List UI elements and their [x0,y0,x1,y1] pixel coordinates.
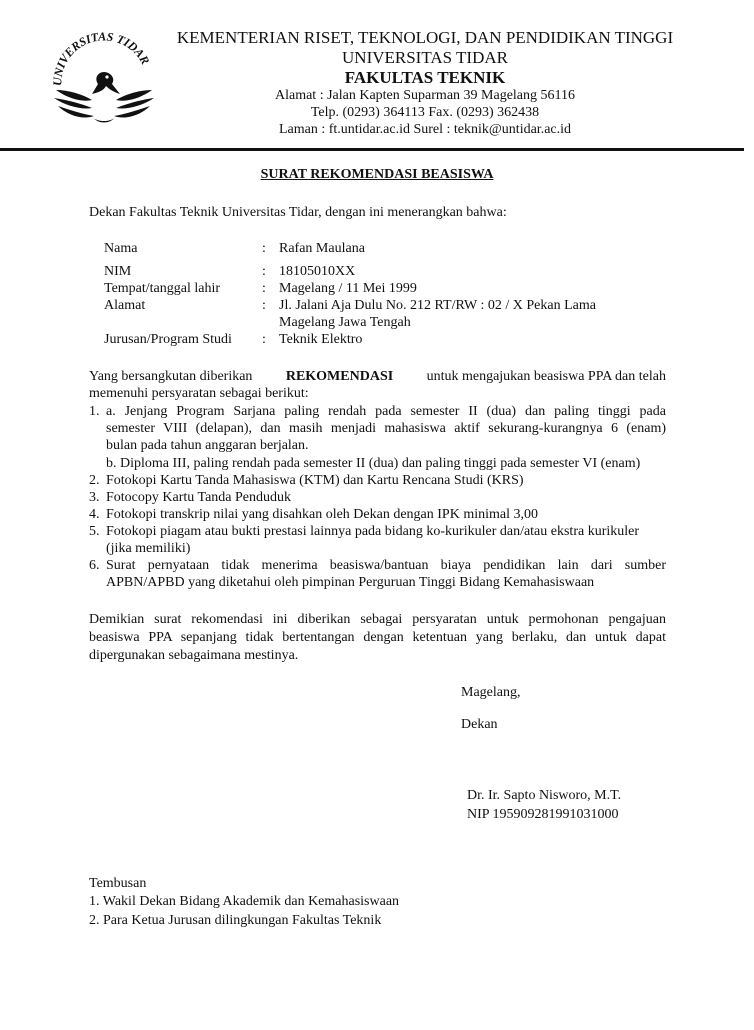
field-value-name: Rafan Maulana [279,241,365,256]
university-name: UNIVERSITAS TIDAR [342,48,508,67]
paragraph-text-b: untuk mengajukan beasiswa PPA dan telah [426,369,666,384]
closing-line: Demikian surat rekomendasi ini diberikan sebagai persyaratan untuk permohonan pengajuan [89,612,666,627]
field-colon: : [262,264,266,279]
field-value-address: Jl. Jalani Aja Dulu No. 212 RT/RW : 02 / X Pekan Lama [279,298,596,313]
list-number: 1. [89,404,100,419]
list-number: 6. [89,558,100,573]
letter-title: SURAT REKOMENDASI BEASISWA [260,167,494,182]
field-label-birth: Tempat/tanggal lahir [104,281,221,296]
list-item-text: semester VIII (delapan), dan masih menjadi mahasiswa aktif sekurang-kurangnya 6 (enam) [106,421,666,436]
list-item-text: (jika memiliki) [106,541,191,556]
logo-arc-text: UNIVERSITAS TIDAR [50,29,153,87]
faculty-phone: Telp. (0293) 364113 Fax. (0293) 362438 [310,105,540,120]
field-colon: : [262,332,266,347]
list-number: 2. [89,473,100,488]
field-label-address: Alamat [104,298,146,313]
paragraph-text-c: memenuhi persyaratan sebagai berikut: [89,386,309,401]
faculty-address: Alamat : Jalan Kapten Suparman 39 Magelang 56116 [274,88,575,103]
list-item-text: APBN/APBD yang diketahui oleh pimpinan Perguruan Tinggi Bidang Kemahasiswaan [106,575,595,590]
closing-line: dipergunakan sebagaimana mestinya. [89,648,299,663]
list-item-text: a. Jenjang Program Sarjana paling rendah pada semester II (dua) dan paling tinggi pada [106,404,666,419]
field-value-nim: 18105010XX [279,264,356,279]
list-item-text: b. Diploma III, paling rendah pada semester II (dua) dan paling tinggi pada semester VI (enam) [106,456,641,471]
list-item-text: Surat pernyataan tidak menerima beasiswa/bantuan biaya pendidikan lain dari sumber [106,558,666,573]
signature-place: Magelang, [461,685,521,700]
list-item-text: bulan pada tahun anggaran berjalan. [106,438,309,453]
faculty-name: FAKULTAS TEKNIK [344,68,506,87]
signatory-name: Dr. Ir. Sapto Nisworo, M.T. [467,788,622,803]
list-number: 3. [89,490,100,505]
letterhead-divider [0,148,744,151]
field-colon: : [262,241,266,256]
field-colon: : [262,298,266,313]
intro-text: Dekan Fakultas Teknik Universitas Tidar, dengan ini menerangkan bahwa: [89,205,507,220]
university-logo [48,28,160,132]
paragraph-text-a: Yang bersangkutan diberikan [89,369,253,384]
ministry-name: KEMENTERIAN RISET, TEKNOLOGI, DAN PENDIDIKAN TINGGI [176,28,674,47]
list-item-text: Fotocopy Kartu Tanda Penduduk [106,490,292,505]
list-item-text: Fotokopi piagam atau bukti prestasi lainnya pada bidang ko-kurikuler dan/atau ekstra kurikuler [106,524,640,539]
cc-item: 2. Para Ketua Jurusan dilingkungan Fakultas Teknik [89,913,382,928]
field-value-program: Teknik Elektro [279,332,363,347]
list-number: 4. [89,507,100,522]
list-item-text: Fotokopi Kartu Tanda Mahasiswa (KTM) dan Kartu Rencana Studi (KRS) [106,473,524,488]
cc-heading: Tembusan [89,876,147,891]
field-colon: : [262,281,266,296]
field-label-name: Nama [104,241,138,256]
closing-line: beasiswa PPA sepanjang tidak bertentangan dengan ketentuan yang berlaku, dan untuk dapat [89,630,666,645]
field-value-birth: Magelang / 11 Mei 1999 [279,281,417,296]
field-label-program: Jurusan/Program Studi [104,332,232,347]
list-item-text: Fotokopi transkrip nilai yang disahkan oleh Dekan dengan IPK minimal 3,00 [106,507,538,522]
faculty-web: Laman : ft.untidar.ac.id Surel : teknik@untidar.ac.id [278,122,572,137]
recommendation-paragraph [89,368,666,385]
list-number: 5. [89,524,100,539]
signatory-nip: NIP 195909281991031000 [467,807,619,822]
cc-item: 1. Wakil Dekan Bidang Akademik dan Kemahasiswaan [89,894,400,909]
signature-position: Dekan [461,717,498,732]
field-label-nim: NIM [104,264,132,279]
recommendation-keyword: REKOMENDASI [285,369,394,384]
field-value-address-2: Magelang Jawa Tengah [279,315,411,330]
